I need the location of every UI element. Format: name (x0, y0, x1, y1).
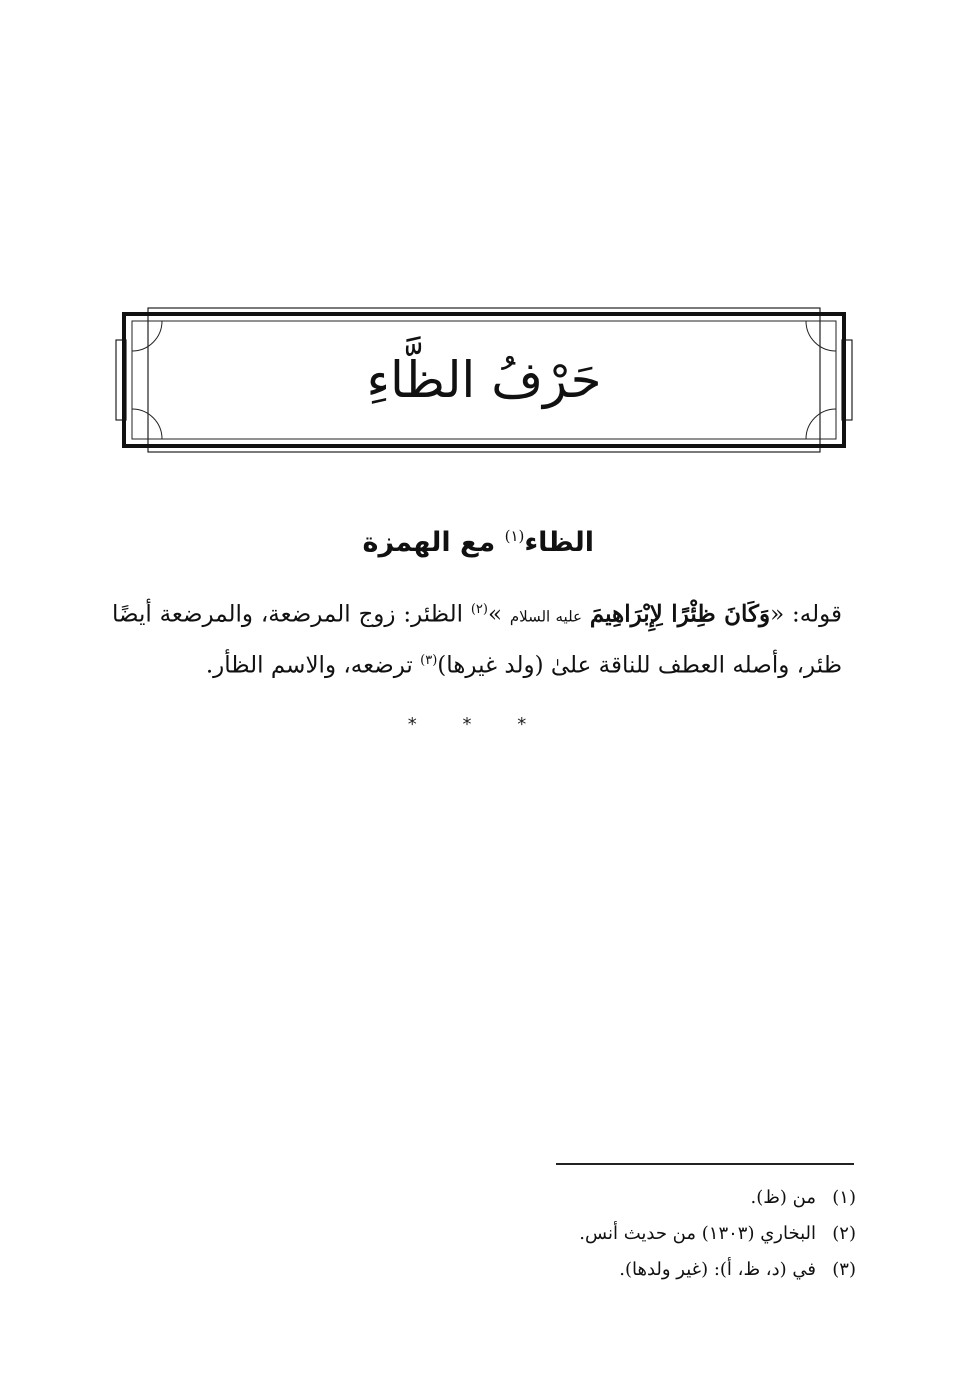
footnote-divider (556, 1163, 854, 1165)
quote-close: » (487, 601, 503, 628)
section-separator: * * * (407, 714, 547, 735)
footnote-number: (١) (832, 1187, 856, 1208)
footnote-item (356, 1252, 856, 1288)
blessing-glyph: عليه السلام (509, 607, 582, 626)
heading-main: الظاء (524, 527, 594, 558)
footnote-text: البخاري (١٣٠٣) من حديث أنس. (579, 1223, 816, 1244)
quote-intro: قوله: « (770, 601, 842, 628)
chapter-title-frame (114, 306, 854, 454)
section-heading (100, 516, 594, 563)
heading-rest: مع الهمزة (362, 527, 496, 558)
hadith-quote: وَكَانَ ظِئْرًا لِإِبْرَاهِيمَ (589, 600, 771, 628)
footnote-number: (٢) (832, 1223, 856, 1244)
footnote-item (356, 1180, 856, 1216)
footnote-item (356, 1216, 856, 1252)
entry-paragraph (112, 588, 842, 687)
footnote-ref-1[interactable]: (١) (504, 527, 525, 545)
footnote-ref-3[interactable]: (٣) (420, 652, 438, 668)
footnote-number: (٣) (832, 1259, 856, 1280)
footnote-text: من (ظ). (750, 1187, 816, 1208)
definition-text: الظئر: زوج المرضعة، والمرضعة أيضًا ظئر، وأصله العطف للناقة علىٰ (ولد غيرها) (112, 601, 842, 679)
footnote-text: في (د، ظ، أ): (غير ولدها). (619, 1259, 816, 1280)
footnote-ref-2[interactable]: (٢) (470, 602, 488, 617)
chapter-title: حَرْفُ الظَّاءِ (366, 351, 602, 409)
footnotes (356, 1180, 856, 1288)
definition-end: ترضعه، والاسم الظأر. (205, 652, 413, 679)
